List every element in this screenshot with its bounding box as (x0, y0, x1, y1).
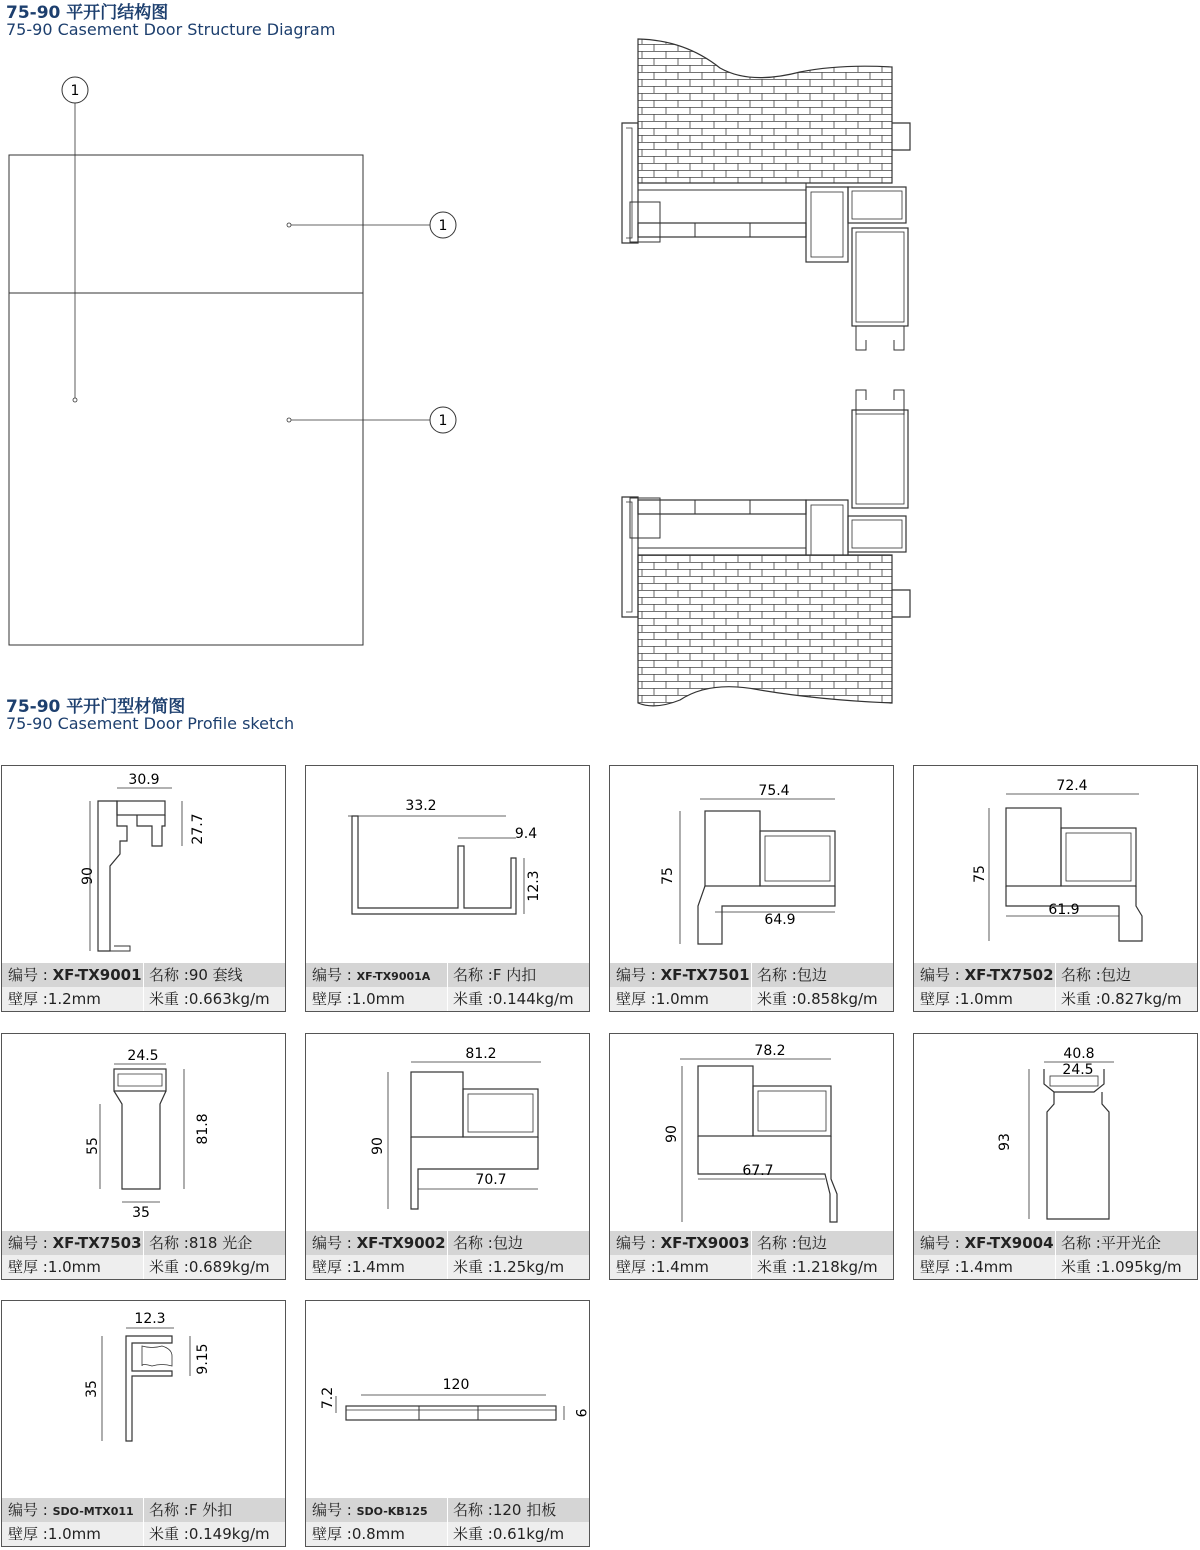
callout-1-lower: 1 (438, 413, 448, 429)
thickness-label: 壁厚 : (616, 990, 656, 1008)
profile-card (305, 765, 590, 1012)
profile-code: XF-TX9001 (52, 966, 142, 984)
profile-sketch (306, 1301, 591, 1501)
profile-card (913, 765, 1198, 1012)
dim-label: 72.4 (1056, 778, 1088, 794)
profile-name: 包边 (796, 966, 827, 984)
profile-code: XF-TX9004 (964, 1234, 1054, 1252)
profile-code: XF-TX7501 (660, 966, 750, 984)
dim-label: 64.9 (764, 912, 796, 928)
thickness-label: 壁厚 : (616, 1258, 656, 1276)
profile-sketch (914, 1034, 1199, 1234)
profile-thickness: 1.0mm (351, 990, 405, 1008)
dim-label: 93 (997, 1133, 1013, 1151)
name-label: 名称 : (149, 966, 189, 984)
profile-card (1, 765, 286, 1012)
code-label: 编号 : (920, 966, 965, 984)
code-label: 编号 : (8, 966, 53, 984)
door-cross-section-diagram (600, 30, 930, 710)
thickness-label: 壁厚 : (920, 1258, 960, 1276)
profile-weight: 0.663kg/m (188, 990, 270, 1008)
thickness-label: 壁厚 : (8, 1525, 48, 1543)
weight-label: 米重 : (453, 1525, 493, 1543)
weight-label: 米重 : (149, 990, 189, 1008)
dim-label: 55 (85, 1137, 101, 1155)
profile-card (609, 765, 894, 1012)
dim-label: 75 (972, 865, 988, 883)
callout-1-upper: 1 (438, 218, 448, 234)
thickness-label: 壁厚 : (8, 1258, 48, 1276)
name-label: 名称 : (757, 1234, 797, 1252)
profile-weight: 1.25kg/m (492, 1258, 565, 1276)
thickness-label: 壁厚 : (312, 1258, 352, 1276)
profile-sketch (610, 1034, 895, 1234)
callout-1-top: 1 (70, 83, 80, 99)
name-label: 名称 : (1061, 966, 1101, 984)
profile-name: 包边 (1100, 966, 1131, 984)
dim-label: 24.5 (127, 1048, 159, 1064)
code-label: 编号 : (8, 1234, 53, 1252)
dim-label: 27.7 (190, 813, 206, 845)
dim-label: 81.2 (465, 1046, 497, 1062)
profile-sketch (2, 1034, 287, 1234)
profile-name: 平开光企 (1100, 1234, 1161, 1252)
dim-label: 9 (572, 1408, 588, 1418)
weight-label: 米重 : (1061, 990, 1101, 1008)
door-elevation-diagram (0, 60, 470, 660)
profile-name: F 内扣 (492, 966, 537, 984)
profile-name: 818 光企 (188, 1234, 253, 1252)
dim-label: 78.2 (754, 1043, 786, 1059)
dim-label: 30.9 (128, 772, 160, 788)
name-label: 名称 : (1061, 1234, 1101, 1252)
code-label: 编号 : (312, 966, 357, 984)
profile-title-cn: 75-90 平开门型材简图 (6, 697, 186, 717)
name-label: 名称 : (149, 1501, 189, 1519)
profile-code: SDO-MTX011 (52, 1505, 134, 1518)
profile-sketch (914, 766, 1199, 966)
code-label: 编号 : (312, 1501, 357, 1519)
dim-label: 120 (442, 1377, 470, 1393)
profile-weight: 0.144kg/m (492, 990, 574, 1008)
profile-code: XF-TX7503 (52, 1234, 142, 1252)
weight-label: 米重 : (1061, 1258, 1101, 1276)
code-label: 编号 : (920, 1234, 965, 1252)
dim-label: 90 (664, 1125, 680, 1143)
name-label: 名称 : (149, 1234, 189, 1252)
thickness-label: 壁厚 : (312, 990, 352, 1008)
profile-card (913, 1033, 1198, 1280)
dim-label: 40.8 (1063, 1046, 1095, 1062)
dim-label: 61.9 (1048, 902, 1080, 918)
profile-thickness: 0.8mm (351, 1525, 405, 1543)
name-label: 名称 : (453, 1234, 493, 1252)
profile-title-en: 75-90 Casement Door Profile sketch (6, 714, 295, 733)
profile-weight: 0.61kg/m (492, 1525, 565, 1543)
profile-card (305, 1033, 590, 1280)
structure-title-en: 75-90 Casement Door Structure Diagram (6, 20, 336, 39)
profile-card (609, 1033, 894, 1280)
dim-label: 24.5 (1062, 1062, 1094, 1078)
dim-label: 67.7 (742, 1163, 774, 1179)
profile-thickness: 1.0mm (47, 1525, 101, 1543)
profile-code: XF-TX7502 (964, 966, 1054, 984)
profile-weight: 0.827kg/m (1100, 990, 1182, 1008)
thickness-label: 壁厚 : (8, 990, 48, 1008)
code-label: 编号 : (616, 1234, 661, 1252)
thickness-label: 壁厚 : (312, 1525, 352, 1543)
profile-weight: 1.095kg/m (1100, 1258, 1182, 1276)
profile-weight: 0.689kg/m (188, 1258, 270, 1276)
dim-label: 12.3 (134, 1311, 166, 1327)
name-label: 名称 : (453, 966, 493, 984)
profile-name: 包边 (492, 1234, 523, 1252)
profile-name: 90 套线 (188, 966, 243, 984)
dim-label: 75.4 (758, 783, 790, 799)
weight-label: 米重 : (757, 990, 797, 1008)
dim-label: 35 (132, 1205, 150, 1221)
profile-code: XF-TX9003 (660, 1234, 750, 1252)
profile-sketch (2, 1301, 287, 1501)
weight-label: 米重 : (149, 1525, 189, 1543)
profile-weight: 1.218kg/m (796, 1258, 878, 1276)
name-label: 名称 : (757, 966, 797, 984)
weight-label: 米重 : (149, 1258, 189, 1276)
profile-card (1, 1033, 286, 1280)
code-label: 编号 : (8, 1501, 53, 1519)
profile-thickness: 1.4mm (351, 1258, 405, 1276)
dim-label: 9.4 (514, 826, 538, 842)
profile-thickness: 1.4mm (959, 1258, 1013, 1276)
profile-sketch (306, 766, 591, 966)
profile-weight: 0.858kg/m (796, 990, 878, 1008)
profile-name: 包边 (796, 1234, 827, 1252)
dim-label: 70.7 (475, 1172, 507, 1188)
dim-label: 7.2 (320, 1386, 336, 1410)
code-label: 编号 : (616, 966, 661, 984)
profile-sketch (610, 766, 895, 966)
profile-thickness: 1.4mm (655, 1258, 709, 1276)
profile-name: F 外扣 (188, 1501, 233, 1519)
profile-sketch (2, 766, 287, 966)
thickness-label: 壁厚 : (920, 990, 960, 1008)
dim-label: 75 (660, 867, 676, 885)
dim-label: 90 (370, 1137, 386, 1155)
profile-sketch (306, 1034, 591, 1234)
profile-thickness: 1.0mm (47, 1258, 101, 1276)
dim-label: 12.3 (526, 870, 542, 902)
dim-label: 33.2 (405, 798, 437, 814)
dim-label: 90 (80, 867, 96, 885)
profile-code: XF-TX9001A (356, 970, 431, 983)
profile-thickness: 1.0mm (959, 990, 1013, 1008)
profile-thickness: 1.2mm (47, 990, 101, 1008)
profile-name: 120 扣板 (492, 1501, 557, 1519)
profile-card (305, 1300, 590, 1547)
dim-label: 35 (84, 1380, 100, 1398)
profile-weight: 0.149kg/m (188, 1525, 270, 1543)
weight-label: 米重 : (453, 1258, 493, 1276)
dim-label: 9.15 (195, 1343, 211, 1375)
name-label: 名称 : (453, 1501, 493, 1519)
profile-thickness: 1.0mm (655, 990, 709, 1008)
weight-label: 米重 : (453, 990, 493, 1008)
profile-card (1, 1300, 286, 1547)
weight-label: 米重 : (757, 1258, 797, 1276)
structure-title-cn: 75-90 平开门结构图 (6, 3, 169, 23)
profile-code: XF-TX9002 (356, 1234, 446, 1252)
dim-label: 81.8 (195, 1113, 211, 1145)
code-label: 编号 : (312, 1234, 357, 1252)
profile-code: SDO-KB125 (356, 1505, 428, 1518)
